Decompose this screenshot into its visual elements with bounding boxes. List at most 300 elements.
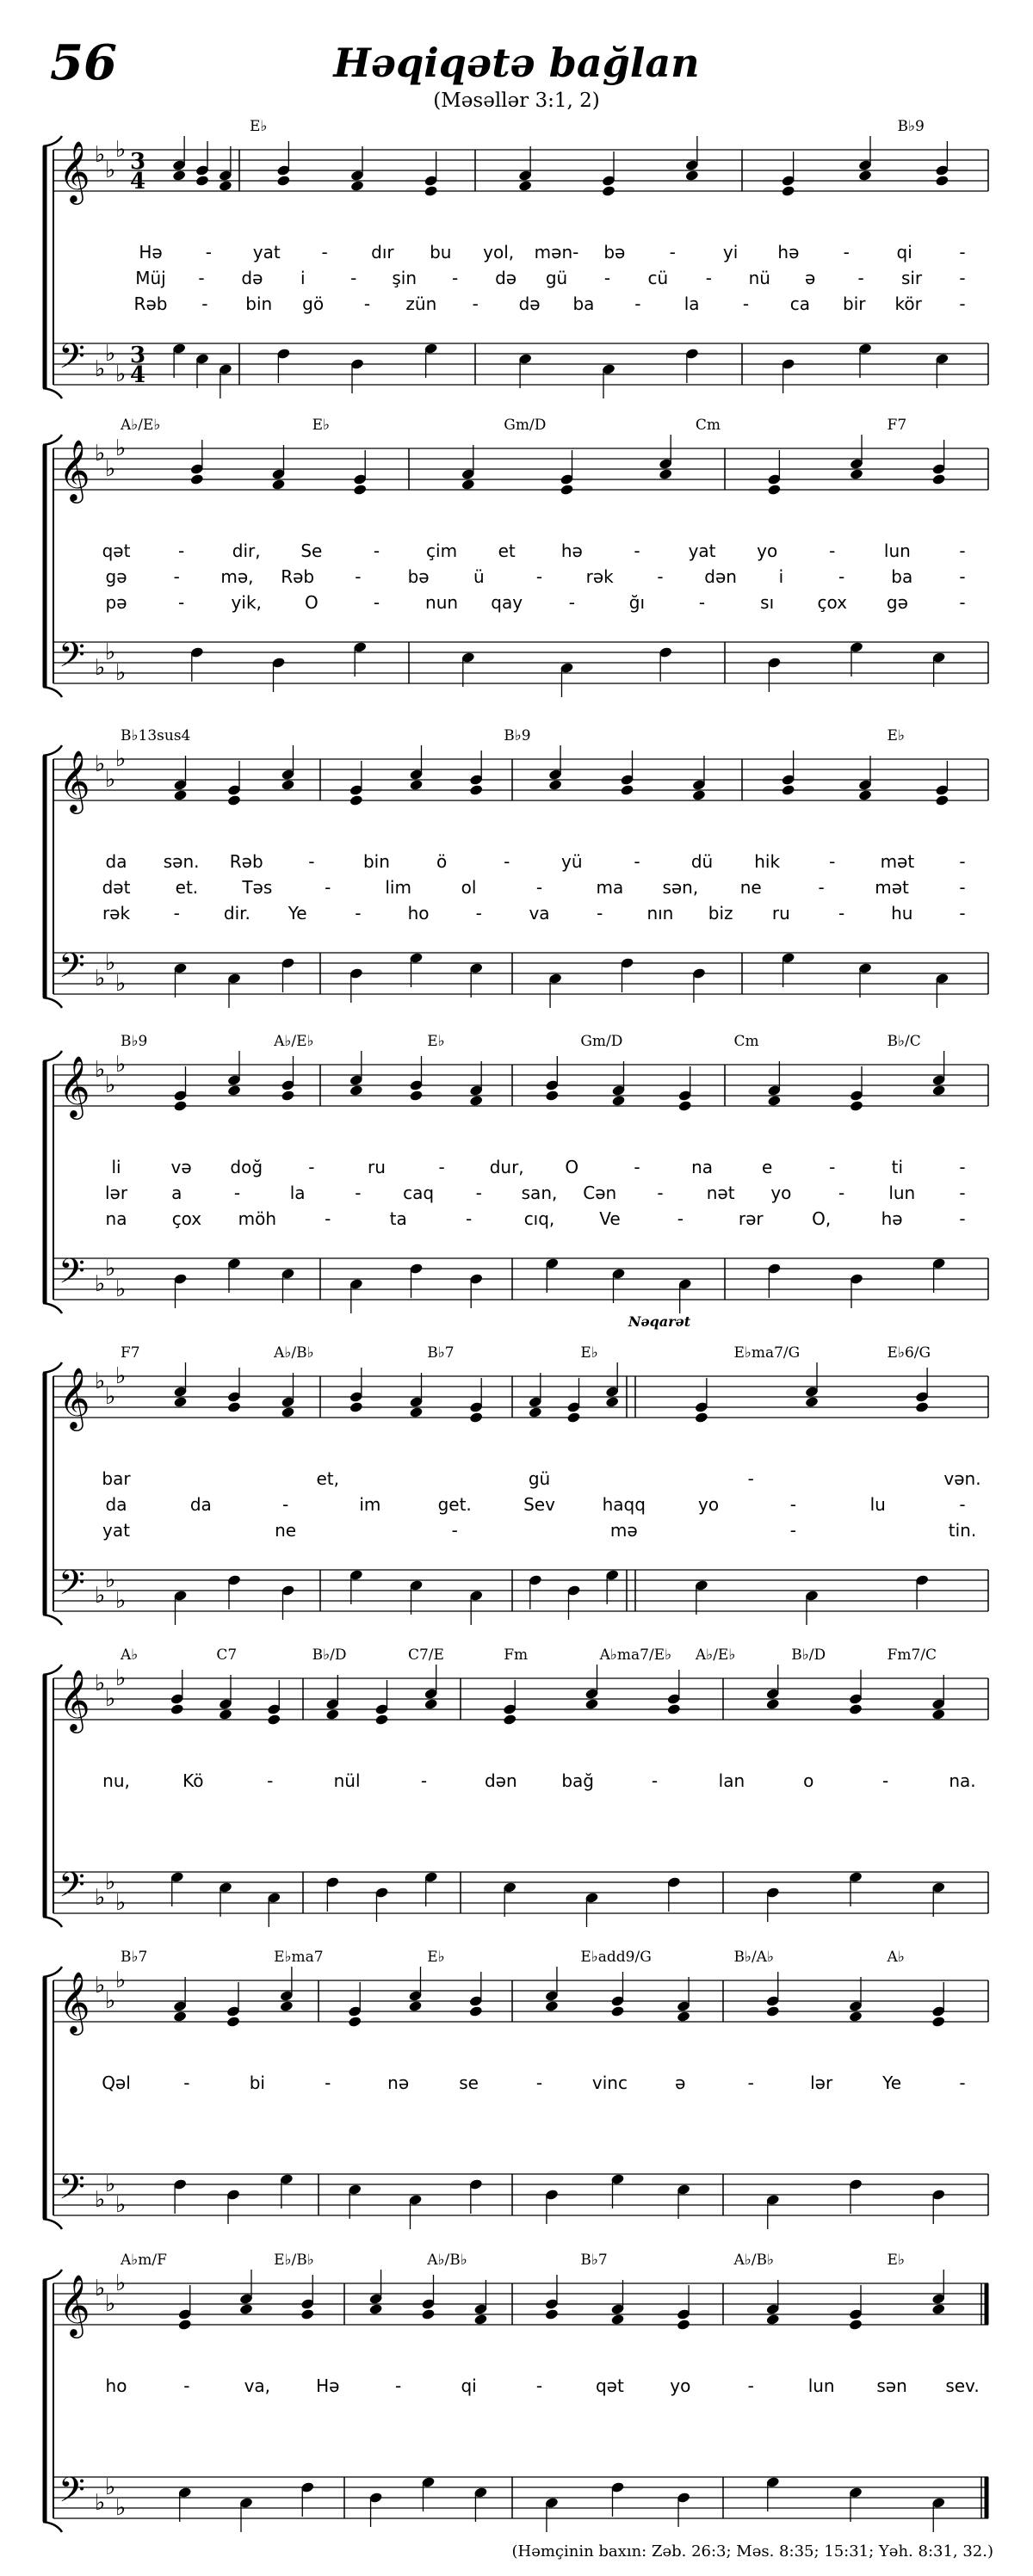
lyric-syllable: cü bbox=[647, 268, 669, 288]
key-flat-icon: ♭ bbox=[95, 1973, 106, 1998]
notehead-treble bbox=[781, 784, 795, 796]
notehead-treble bbox=[765, 2005, 780, 2017]
lyric-syllable: - bbox=[747, 1468, 754, 1489]
treble-clef-icon: 𝄞 bbox=[59, 749, 90, 812]
notehead-treble bbox=[190, 473, 205, 485]
bass-clef-icon: 𝄢 bbox=[59, 1865, 85, 1913]
lyric-syllable: mən- bbox=[534, 242, 579, 263]
notehead-treble bbox=[424, 185, 438, 197]
lyric-syllable: - bbox=[843, 242, 850, 263]
key-flat-icon: ♭ bbox=[95, 751, 106, 777]
lyric-syllable: bir bbox=[843, 293, 866, 314]
lyric-syllable: - bbox=[959, 566, 966, 587]
key-flat-icon: ♭ bbox=[115, 2192, 127, 2218]
lyric-syllable: - bbox=[959, 1208, 966, 1229]
lyric-syllable: - bbox=[882, 1770, 889, 1791]
lyric-syllable: bu bbox=[430, 242, 452, 263]
bracket-hook-bottom bbox=[43, 687, 62, 697]
lyric-syllable: Qəl bbox=[102, 2073, 131, 2093]
lyric-syllable: - bbox=[657, 1183, 664, 1203]
lyric-syllable: yo bbox=[757, 541, 778, 561]
chord-symbol: E♭6/G bbox=[887, 1344, 931, 1362]
bracket-hook-bottom bbox=[43, 1615, 62, 1625]
lyric-syllable: - bbox=[634, 851, 640, 872]
notehead-treble bbox=[915, 1401, 930, 1413]
lyric-syllable: - bbox=[677, 1208, 684, 1229]
key-flat-icon: ♭ bbox=[105, 1869, 116, 1895]
lyric-syllable: - bbox=[603, 268, 611, 288]
notehead-treble bbox=[767, 1095, 782, 1107]
lyric-syllable: - bbox=[205, 242, 212, 263]
lyric-syllable: yik, bbox=[231, 592, 262, 613]
key-flat-icon: ♭ bbox=[105, 1988, 116, 2014]
cross-reference: (Həmçinin baxın: Zəb. 26:3; Məs. 8:35; 15:31; Yəh. 8:31, 32.) bbox=[511, 2542, 993, 2561]
key-flat-icon: ♭ bbox=[95, 1368, 106, 1394]
notehead-treble bbox=[353, 484, 368, 496]
key-flat-icon: ♭ bbox=[115, 2270, 127, 2296]
lyric-syllable: ho bbox=[105, 2375, 127, 2396]
key-flat-icon: ♭ bbox=[115, 1665, 127, 1691]
lyric-syllable: im bbox=[359, 1494, 381, 1515]
bracket-hook-bottom bbox=[43, 1917, 62, 1927]
lyric-syllable: Təs bbox=[242, 877, 273, 898]
lyric-syllable: nu, bbox=[102, 1770, 130, 1791]
lyric-syllable: qay bbox=[491, 592, 523, 613]
lyric-syllable: hik bbox=[754, 851, 781, 872]
key-flat-icon: ♭ bbox=[115, 746, 127, 772]
lyric-syllable: - bbox=[183, 2073, 190, 2093]
notehead-treble bbox=[349, 1401, 364, 1413]
lyric-syllable: hə bbox=[777, 242, 800, 263]
chord-symbol: E♭ma7/G bbox=[733, 1344, 801, 1362]
bracket-hook-bottom bbox=[43, 388, 62, 398]
notehead-treble bbox=[469, 1095, 484, 1107]
lyric-syllable: i bbox=[778, 566, 784, 587]
key-flat-icon: ♭ bbox=[95, 142, 106, 168]
lyric-syllable: - bbox=[281, 1494, 289, 1515]
notehead-treble bbox=[374, 1714, 389, 1726]
notehead-treble bbox=[659, 468, 673, 480]
lyric-syllable: O bbox=[304, 592, 319, 613]
lyric-syllable: - bbox=[438, 1157, 445, 1177]
lyric-syllable: gü bbox=[528, 1468, 551, 1489]
notehead-treble bbox=[677, 1100, 692, 1112]
lyric-syllable: - bbox=[395, 2375, 402, 2396]
chord-symbol: B♭/A♭ bbox=[733, 1949, 774, 1966]
notehead-treble bbox=[469, 784, 484, 796]
bracket-hook-bottom bbox=[43, 2522, 62, 2532]
lyric-syllable: də bbox=[518, 293, 541, 314]
lyric-syllable: nun bbox=[425, 592, 459, 613]
lyric-syllable: - bbox=[173, 566, 180, 587]
chord-symbol: A♭/B♭ bbox=[427, 2252, 467, 2269]
notehead-treble bbox=[271, 479, 286, 491]
lyric-syllable: et. bbox=[175, 877, 199, 898]
treble-clef-icon: 𝄞 bbox=[59, 139, 90, 202]
lyric-syllable: O bbox=[565, 1157, 579, 1177]
lyric-syllable: çim bbox=[426, 541, 458, 561]
lyric-syllable: dur, bbox=[489, 1157, 524, 1177]
lyric-syllable: get. bbox=[437, 1494, 472, 1515]
notehead-treble bbox=[226, 2016, 241, 2028]
notehead-treble bbox=[677, 2319, 691, 2331]
lyric-syllable: Cən bbox=[583, 1183, 617, 1203]
lyric-syllable: - bbox=[308, 851, 315, 872]
notehead-treble bbox=[239, 2303, 254, 2315]
lyric-syllable: Ye bbox=[288, 903, 307, 924]
key-flat-icon: ♭ bbox=[115, 1588, 127, 1614]
lyric-syllable: Hə bbox=[139, 242, 163, 263]
lyric-syllable: - bbox=[959, 592, 966, 613]
key-flat-icon: ♭ bbox=[115, 1968, 127, 1993]
chord-symbol: A♭/E♭ bbox=[121, 417, 161, 434]
lyric-syllable: - bbox=[651, 1770, 659, 1791]
lyric-syllable: - bbox=[475, 903, 482, 924]
lyric-syllable: gü bbox=[545, 268, 568, 288]
lyric-syllable: o bbox=[803, 1770, 814, 1791]
chord-symbol: C7/E bbox=[407, 1646, 444, 1664]
lyric-syllable: lim bbox=[385, 877, 411, 898]
chord-symbol: Fm bbox=[504, 1646, 529, 1664]
lyric-syllable: lu bbox=[869, 1494, 886, 1515]
key-flat-icon: ♭ bbox=[95, 1057, 106, 1083]
lyric-syllable: - bbox=[308, 1157, 315, 1177]
notehead-treble bbox=[368, 2303, 383, 2315]
lyric-syllable: - bbox=[178, 592, 185, 613]
bracket-hook-bottom bbox=[43, 2219, 62, 2229]
lyric-syllable: - bbox=[475, 1183, 482, 1203]
lyric-syllable: yo bbox=[698, 1494, 720, 1515]
lyric-syllable: i bbox=[300, 268, 306, 288]
lyric-syllable: - bbox=[959, 293, 966, 314]
chord-symbol: Cm bbox=[733, 1033, 759, 1050]
key-flat-icon: ♭ bbox=[115, 971, 127, 997]
lyric-syllable: haqq bbox=[602, 1494, 646, 1515]
lyric-syllable: - bbox=[535, 566, 543, 587]
lyric-syllable: lər bbox=[104, 1183, 128, 1203]
key-flat-icon: ♭ bbox=[115, 1052, 127, 1078]
key-flat-icon: ♭ bbox=[115, 436, 127, 461]
lyric-syllable: hu bbox=[891, 903, 913, 924]
chord-symbol: A♭ma7/E♭ bbox=[599, 1646, 672, 1664]
notehead-treble bbox=[529, 1406, 543, 1418]
lyric-syllable: - bbox=[233, 1183, 241, 1203]
lyric-syllable: caq bbox=[403, 1183, 435, 1203]
lyric-syllable: - bbox=[420, 1770, 428, 1791]
lyric-syllable: Müj bbox=[135, 268, 166, 288]
notehead-treble bbox=[227, 794, 242, 806]
notehead-treble bbox=[611, 1095, 626, 1107]
lyric-syllable: - bbox=[325, 877, 331, 898]
lyric-syllable: - bbox=[452, 268, 459, 288]
lyric-syllable: - bbox=[959, 851, 966, 872]
notehead-treble bbox=[935, 794, 949, 806]
key-flat-icon: ♭ bbox=[95, 441, 106, 466]
lyric-syllable: a bbox=[171, 1183, 182, 1203]
notehead-treble bbox=[585, 1698, 599, 1710]
notehead-treble bbox=[620, 784, 634, 796]
lyric-syllable: da bbox=[189, 1494, 212, 1515]
lyric-syllable: - bbox=[747, 2073, 754, 2093]
notehead-treble bbox=[765, 1698, 780, 1710]
lyric-syllable: - bbox=[355, 566, 362, 587]
notehead-treble bbox=[170, 1703, 184, 1715]
lyric-syllable: - bbox=[597, 903, 603, 924]
lyric-syllable: biz bbox=[708, 903, 733, 924]
notehead-treble bbox=[858, 170, 873, 182]
notehead-treble bbox=[409, 1406, 424, 1418]
lyric-syllable: hə bbox=[560, 541, 583, 561]
key-flat-icon: ♭ bbox=[95, 2490, 106, 2516]
bracket-hook-bottom bbox=[43, 998, 62, 1008]
lyric-syllable: qət bbox=[102, 541, 131, 561]
lyric-syllable: - bbox=[355, 1183, 362, 1203]
lyric-syllable: - bbox=[183, 2375, 190, 2396]
notehead-treble bbox=[349, 1084, 364, 1096]
lyric-syllable: - bbox=[818, 877, 825, 898]
lyric-syllable: rək bbox=[102, 903, 131, 924]
key-flat-icon: ♭ bbox=[105, 341, 116, 367]
lyric-syllable: nə bbox=[387, 2073, 410, 2093]
lyric-syllable: lun bbox=[807, 2375, 835, 2396]
lyric-syllable: Se bbox=[300, 541, 323, 561]
lyric-syllable: va, bbox=[244, 2375, 271, 2396]
chord-symbol: A♭ bbox=[887, 1949, 905, 1966]
chord-symbol: E♭ bbox=[312, 417, 331, 434]
notehead-treble bbox=[610, 2005, 625, 2017]
lyric-syllable: va bbox=[529, 903, 550, 924]
lyric-syllable: - bbox=[959, 903, 966, 924]
key-flat-icon: ♭ bbox=[115, 1363, 127, 1389]
chord-symbol: E♭ bbox=[250, 118, 268, 135]
notehead-treble bbox=[349, 794, 364, 806]
notehead-treble bbox=[267, 1714, 281, 1726]
lyric-syllable: lan bbox=[718, 1770, 745, 1791]
lyric-syllable: yat bbox=[252, 242, 281, 263]
notehead-treble bbox=[173, 1396, 188, 1408]
lyric-syllable: Sev bbox=[523, 1494, 555, 1515]
lyric-syllable: ə bbox=[675, 2073, 686, 2093]
lyric-syllable: - bbox=[325, 1208, 331, 1229]
lyric-syllable: ti bbox=[891, 1157, 904, 1177]
lyric-syllable: dir, bbox=[232, 541, 261, 561]
notehead-treble bbox=[172, 170, 187, 182]
refrain-label: Nəqarət bbox=[628, 1313, 691, 1330]
chord-symbol: F7 bbox=[121, 1344, 140, 1362]
chord-symbol: B♭7 bbox=[427, 1344, 455, 1362]
treble-clef-icon: 𝄞 bbox=[59, 1054, 90, 1117]
lyric-syllable: - bbox=[198, 268, 205, 288]
key-flat-icon: ♭ bbox=[95, 1271, 106, 1297]
lyric-syllable: la bbox=[289, 1183, 306, 1203]
lyric-syllable: - bbox=[363, 293, 371, 314]
notehead-treble bbox=[850, 1100, 864, 1112]
lyric-syllable: - bbox=[373, 592, 380, 613]
chord-symbol: Cm bbox=[695, 417, 721, 434]
lyric-syllable: nət bbox=[706, 1183, 735, 1203]
bass-clef-icon: 𝄢 bbox=[59, 1563, 85, 1611]
lyric-syllable: də bbox=[495, 268, 517, 288]
lyric-syllable: - bbox=[535, 2375, 543, 2396]
lyric-syllable: - bbox=[959, 1494, 966, 1515]
key-flat-icon: ♭ bbox=[115, 1890, 127, 1916]
lyric-syllable: - bbox=[857, 268, 864, 288]
lyric-syllable: mət bbox=[880, 851, 915, 872]
lyric-syllable: - bbox=[959, 242, 966, 263]
notehead-treble bbox=[931, 2303, 946, 2315]
lyric-syllable: Ye bbox=[882, 2073, 902, 2093]
lyric-syllable: yol, bbox=[483, 242, 515, 263]
notehead-treble bbox=[677, 2011, 691, 2023]
lyric-syllable: gö bbox=[302, 293, 325, 314]
notehead-treble bbox=[473, 2313, 488, 2326]
lyric-syllable: yo bbox=[770, 1183, 792, 1203]
lyric-syllable: dən bbox=[484, 1770, 517, 1791]
lyric-syllable: rək bbox=[585, 566, 614, 587]
key-flat-icon: ♭ bbox=[95, 2187, 106, 2213]
song-subtitle: (Məsəllər 3:1, 2) bbox=[433, 90, 600, 112]
lyric-syllable: pə bbox=[105, 592, 127, 613]
key-flat-icon: ♭ bbox=[105, 1256, 116, 1282]
lyric-syllable: - bbox=[959, 541, 966, 561]
lyric-syllable: ne bbox=[275, 1520, 297, 1541]
notehead-treble bbox=[227, 1084, 242, 1096]
lyric-syllable: dü bbox=[690, 851, 714, 872]
lyric-syllable: ba bbox=[572, 293, 595, 314]
chord-symbol: A♭ bbox=[121, 1646, 139, 1664]
notehead-treble bbox=[281, 1406, 295, 1418]
chord-symbol: E♭ bbox=[427, 1949, 445, 1966]
notehead-treble bbox=[545, 2308, 560, 2320]
lyric-syllable: - bbox=[472, 293, 479, 314]
lyric-syllable: ö bbox=[436, 851, 448, 872]
notehead-treble bbox=[280, 2000, 294, 2012]
lyric-syllable: - bbox=[838, 1183, 845, 1203]
lyric-syllable: - bbox=[747, 2375, 754, 2396]
chord-symbol: E♭add9/G bbox=[580, 1949, 652, 1966]
lyric-syllable: ta bbox=[389, 1208, 407, 1229]
notehead-treble bbox=[503, 1714, 517, 1726]
bass-clef-icon: 𝄢 bbox=[59, 946, 85, 994]
lyric-syllable: - bbox=[373, 541, 380, 561]
notehead-treble bbox=[850, 468, 864, 480]
lyric-syllable: - bbox=[829, 541, 836, 561]
treble-clef-icon: 𝄞 bbox=[59, 438, 90, 501]
lyric-syllable: lun bbox=[888, 1183, 916, 1203]
notehead-treble bbox=[781, 185, 795, 197]
lyric-syllable: se bbox=[459, 2073, 479, 2093]
chord-symbol: E♭ bbox=[427, 1033, 445, 1050]
lyric-syllable: O, bbox=[812, 1208, 832, 1229]
notehead-treble bbox=[695, 1412, 709, 1424]
chord-symbol: B♭9 bbox=[897, 118, 925, 135]
bass-clef-icon: 𝄢 bbox=[59, 1251, 85, 1300]
lyric-syllable: bağ bbox=[561, 1770, 595, 1791]
lyric-syllable: - bbox=[829, 851, 836, 872]
lyric-syllable: kör bbox=[894, 293, 922, 314]
notehead-treble bbox=[805, 1396, 820, 1408]
lyric-syllable: - bbox=[705, 268, 712, 288]
key-flat-icon: ♭ bbox=[105, 2291, 116, 2317]
lyric-syllable: - bbox=[838, 566, 845, 587]
chord-symbol: B♭7 bbox=[121, 1949, 148, 1966]
key-flat-icon: ♭ bbox=[105, 767, 116, 793]
lyric-syllable: tin. bbox=[948, 1520, 977, 1541]
notehead-treble bbox=[667, 1703, 682, 1715]
lyric-syllable: də bbox=[241, 268, 263, 288]
notehead-treble bbox=[281, 779, 295, 791]
lyric-syllable: - bbox=[634, 293, 641, 314]
key-flat-icon: ♭ bbox=[105, 1384, 116, 1410]
notehead-treble bbox=[300, 2308, 315, 2320]
lyric-syllable: da bbox=[105, 1494, 127, 1515]
lyric-syllable: sən, bbox=[662, 877, 699, 898]
lyric-syllable: mə, bbox=[220, 566, 254, 587]
chord-symbol: E♭ma7 bbox=[274, 1949, 324, 1966]
key-flat-icon: ♭ bbox=[95, 356, 106, 382]
lyric-syllable: yat bbox=[688, 541, 716, 561]
lyric-syllable: nın bbox=[646, 903, 674, 924]
key-flat-icon: ♭ bbox=[105, 1567, 116, 1593]
chord-symbol: F7 bbox=[887, 417, 907, 434]
chord-symbol: Gm/D bbox=[504, 417, 547, 434]
lyric-syllable: - bbox=[267, 1770, 274, 1791]
chord-symbol: B♭9 bbox=[504, 727, 531, 744]
lyric-syllable: bin bbox=[245, 293, 273, 314]
chord-symbol: B♭/D bbox=[312, 1646, 347, 1664]
lyric-syllable: qi bbox=[896, 242, 912, 263]
lyric-syllable: ə bbox=[805, 268, 816, 288]
lyric-syllable: - bbox=[465, 1208, 473, 1229]
lyric-syllable: yi bbox=[722, 242, 739, 263]
lyric-syllable: - bbox=[568, 592, 575, 613]
lyric-syllable: mət bbox=[875, 877, 909, 898]
key-flat-icon: ♭ bbox=[105, 158, 116, 183]
lyric-syllable: Rəb bbox=[133, 293, 168, 314]
key-flat-icon: ♭ bbox=[95, 1885, 106, 1911]
notehead-treble bbox=[518, 180, 533, 192]
lyric-syllable: - bbox=[321, 242, 328, 263]
lyric-syllable: - bbox=[178, 541, 185, 561]
key-flat-icon: ♭ bbox=[105, 2171, 116, 2197]
lyric-syllable: - bbox=[959, 268, 966, 288]
key-flat-icon: ♭ bbox=[115, 137, 127, 163]
key-flat-icon: ♭ bbox=[115, 1276, 127, 1302]
notehead-treble bbox=[469, 2005, 484, 2017]
lyric-syllable: la bbox=[684, 293, 700, 314]
lyric-syllable: - bbox=[789, 1520, 797, 1541]
lyric-syllable: qət bbox=[595, 2375, 624, 2396]
lyric-syllable: sən bbox=[876, 2375, 907, 2396]
lyric-syllable: da bbox=[105, 851, 127, 872]
notehead-treble bbox=[350, 180, 365, 192]
notehead-treble bbox=[408, 2000, 423, 2012]
lyric-syllable: Hə bbox=[316, 2375, 340, 2396]
notehead-treble bbox=[219, 180, 233, 192]
lyric-syllable: Rəb bbox=[229, 851, 263, 872]
lyric-syllable: ma bbox=[596, 877, 624, 898]
lyric-syllable: ğı bbox=[628, 592, 646, 613]
lyric-syllable: vən. bbox=[943, 1468, 981, 1489]
lyric-syllable: bar bbox=[102, 1468, 131, 1489]
key-flat-icon: ♭ bbox=[95, 2276, 106, 2301]
lyric-syllable: çox bbox=[817, 592, 847, 613]
lyric-syllable: çox bbox=[171, 1208, 202, 1229]
lyric-syllable: li bbox=[111, 1157, 121, 1177]
bass-clef-icon: 𝄢 bbox=[59, 2167, 85, 2215]
chord-symbol: A♭/E♭ bbox=[695, 1646, 736, 1664]
notehead-treble bbox=[276, 175, 291, 187]
